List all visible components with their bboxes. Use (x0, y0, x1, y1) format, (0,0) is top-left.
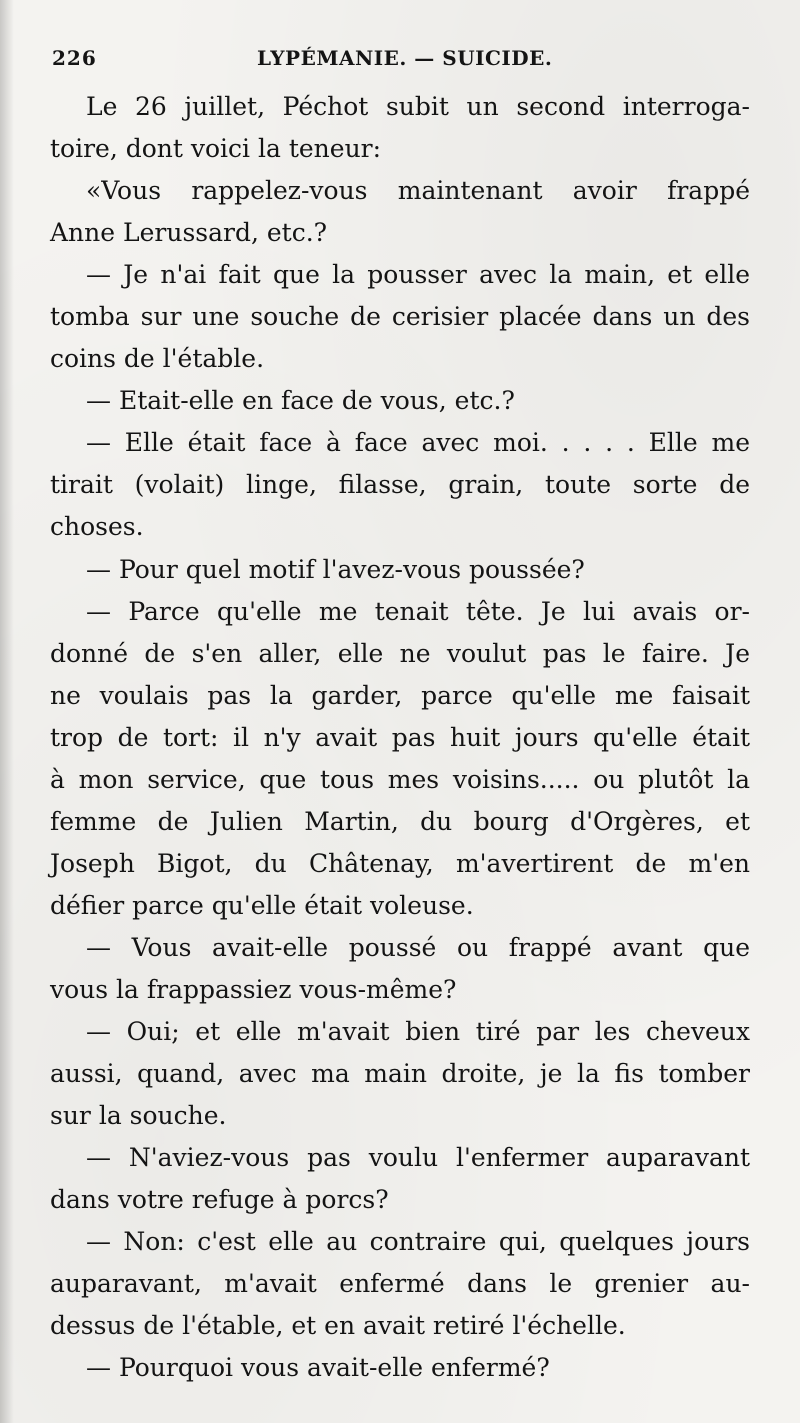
running-head: LYPÉMANIE. — SUICIDE. (257, 46, 553, 70)
body-text (50, 86, 750, 1389)
text-line: dessus de l'étable, et en avait retiré l'échelle. (50, 1311, 626, 1341)
page-gutter-shadow (0, 0, 14, 1423)
text-line: Joseph Bigot, du Châtenay, m'avertirent de m'en (50, 848, 750, 878)
text-line: Le 26 juillet, Péchot subit un second interroga- (86, 92, 750, 121)
text-line: trop de tort: il n'y avait pas huit jours qu'elle était (50, 722, 750, 752)
text-line: — Parce qu'elle me tenait tête. Je lui avais or- (86, 596, 750, 626)
text-line: — Non: c'est elle au contraire qui, quelques jours (86, 1227, 750, 1257)
text-line: dans votre refuge à porcs? (50, 1185, 389, 1215)
text-line: aussi, quand, avec ma main droite, je la fis tomber (50, 1059, 750, 1089)
text-line: à mon service, que tous mes voisins..... ou plutôt la (50, 764, 750, 794)
text-line: choses. (50, 512, 144, 542)
text-line: auparavant, m'avait enfermé dans le grenier au- (50, 1269, 750, 1299)
text-line: — Etait-elle en face de vous, etc.? (86, 386, 515, 416)
text-line: coins de l'étable. (50, 344, 265, 374)
text-line: sur la souche. (50, 1101, 227, 1131)
page-header (52, 44, 752, 84)
text-line: défier parce qu'elle était voleuse. (50, 890, 474, 920)
text-line: — Je n'ai fait que la pousser avec la main, et elle (86, 260, 750, 290)
text-line: — N'aviez-vous pas voulu l'enfermer auparavant (86, 1143, 750, 1173)
text-line: — Pourquoi vous avait-elle enfermé? (86, 1353, 550, 1383)
page-number: 226 (52, 46, 97, 70)
text-line: toire, dont voici la teneur: (50, 134, 382, 164)
text-line: tirait (volait) linge, filasse, grain, toute sorte de (50, 470, 750, 500)
text-line: ne voulais pas la garder, parce qu'elle me faisait (50, 680, 750, 710)
text-line: — Elle était face à face avec moi. . . . . Elle me (86, 428, 750, 458)
text-line: femme de Julien Martin, du bourg d'Orgères, et (50, 806, 750, 836)
text-line: donné de s'en aller, elle ne voulut pas le faire. Je (50, 638, 750, 668)
text-line: tomba sur une souche de cerisier placée dans un des (50, 302, 750, 332)
text-line: — Pour quel motif l'avez-vous poussée? (86, 554, 585, 584)
text-line: — Oui; et elle m'avait bien tiré par les cheveux (86, 1017, 750, 1047)
text-line: Anne Lerussard, etc.? (50, 218, 328, 248)
text-line: vous la frappassiez vous-même? (50, 974, 457, 1004)
text-line: «Vous rappelez-vous maintenant avoir frappé (86, 176, 750, 206)
text-line: — Vous avait-elle poussé ou frappé avant que (86, 932, 750, 962)
